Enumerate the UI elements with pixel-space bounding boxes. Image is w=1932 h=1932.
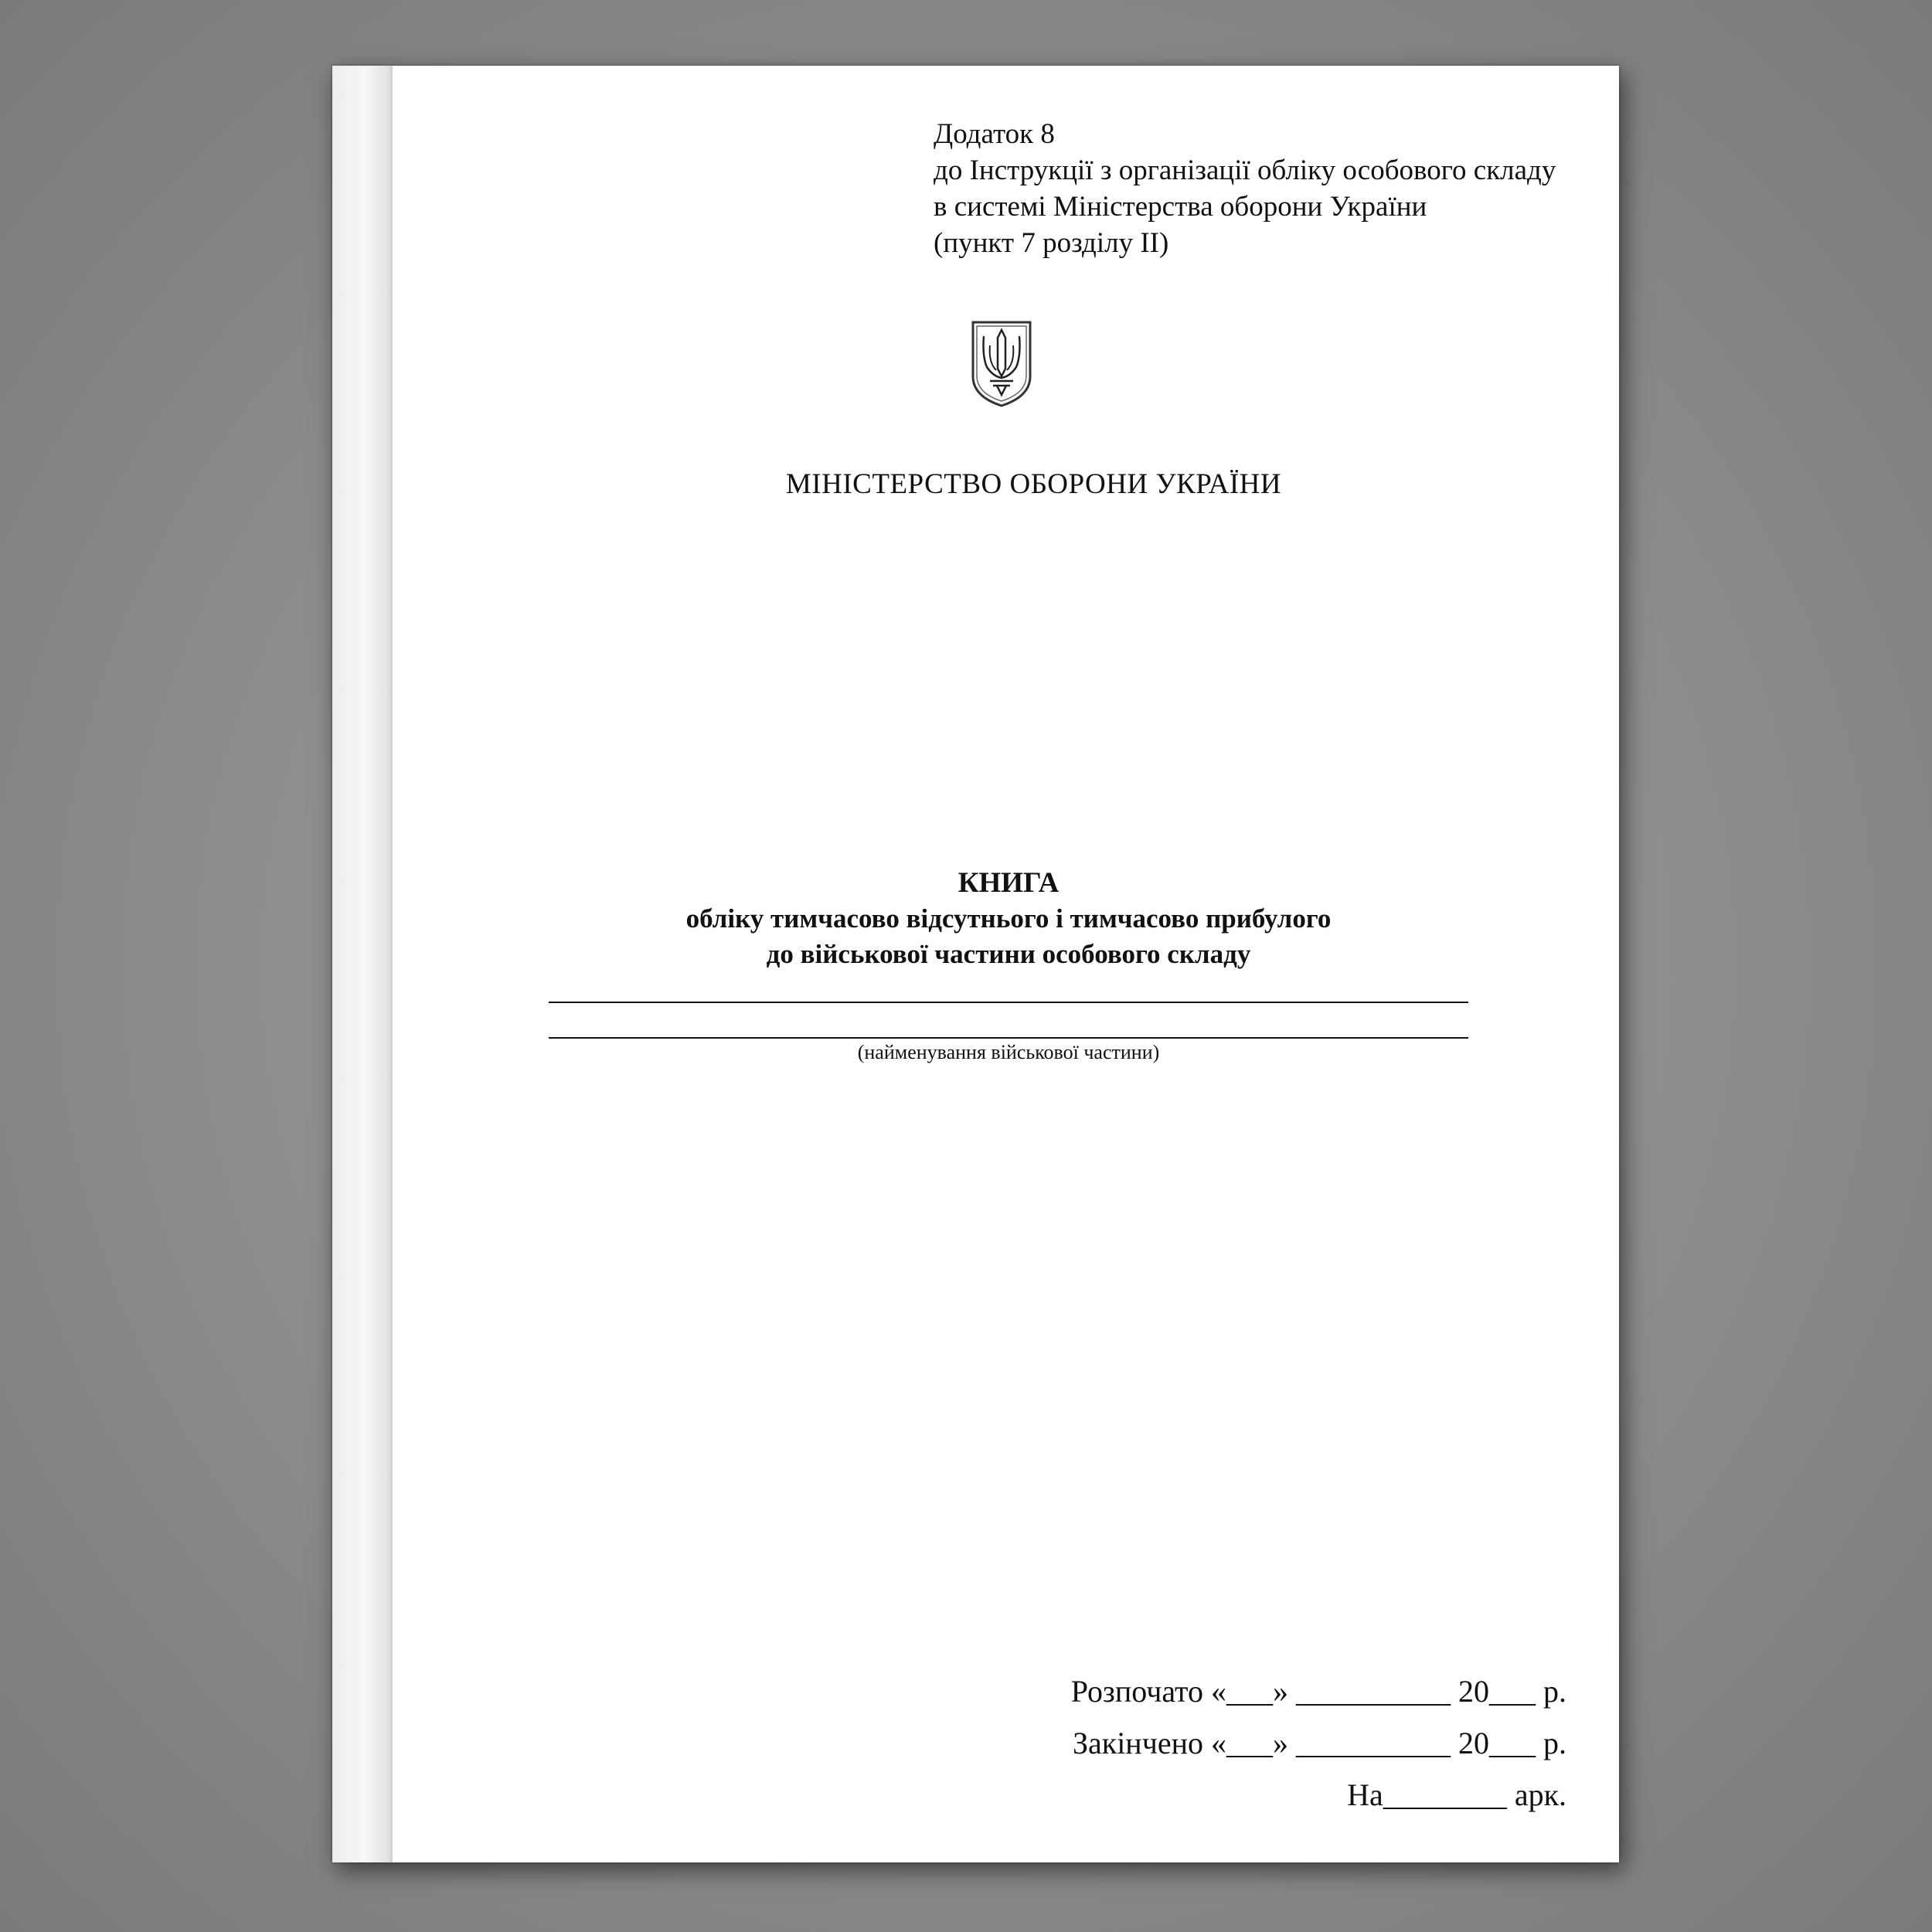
annex-line: (пункт 7 розділу ІІ) [934,227,1169,259]
ministry-name: МІНІСТЕРСТВО ОБОРОНИ УКРАЇНИ [785,468,1282,500]
trident-coat-of-arms-icon [970,319,1033,409]
unit-name-line [549,1002,1468,1003]
annex-line: в системі Міністерства оборони України [934,191,1427,223]
book-spine [332,66,393,1862]
book-cover [332,66,1619,1862]
title-line: обліку тимчасово відсутнього і тимчасово прибулого [685,903,1332,934]
finished-date: Закінчено «___» __________ 20___ р. [1072,1726,1566,1760]
title-line: до військової частини особового складу [766,939,1251,969]
unit-name-line [549,1037,1468,1039]
sheet-count: На________ арк. [1347,1777,1566,1812]
started-date: Розпочато «___» __________ 20___ р. [1070,1674,1566,1709]
date-fields [1071,1665,1566,1821]
annex-reference [934,116,1614,261]
title-main: КНИГА [957,867,1060,899]
book-title [549,866,1468,972]
annex-line: до Інструкції з організації обліку особового складу [934,155,1556,186]
annex-line: Додаток 8 [934,118,1055,150]
unit-name-caption: (найменування військової частини) [857,1041,1160,1063]
